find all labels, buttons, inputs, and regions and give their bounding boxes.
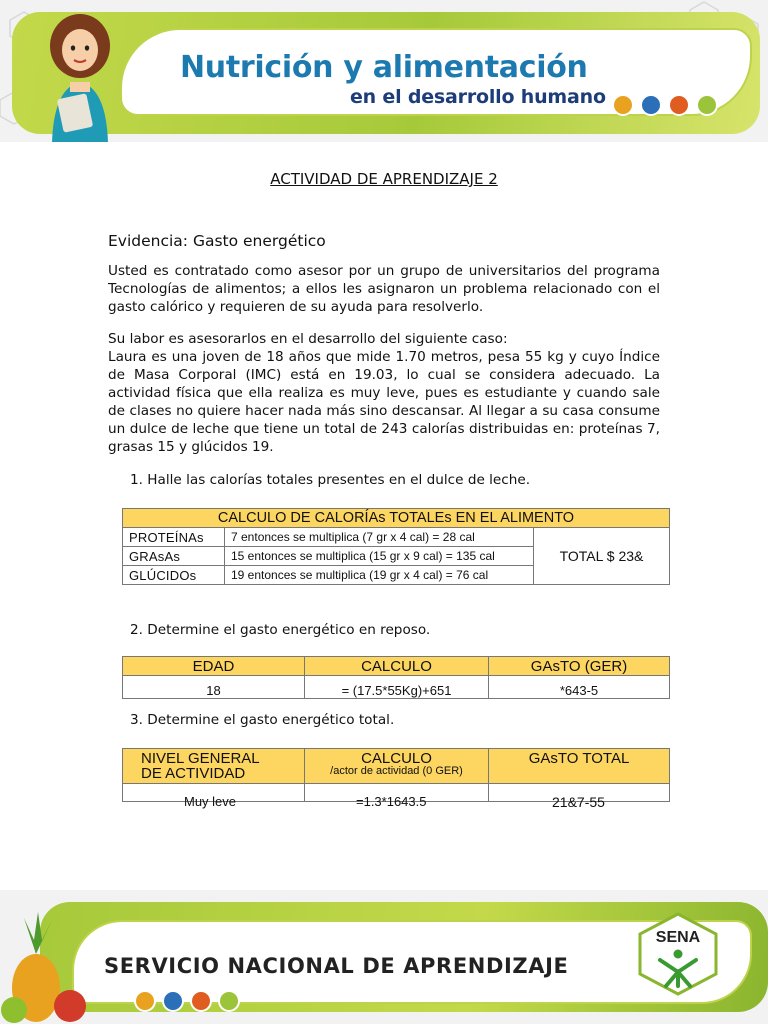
total-expenditure-value: 21&7-55 xyxy=(552,794,605,810)
footer-icon-row xyxy=(134,990,240,1012)
calories-table-header: CALCULO DE CALORÍAs TOTALEs EN EL ALIMENTO xyxy=(123,509,670,528)
total-calc-value: =1.3*1643.5 xyxy=(356,794,427,809)
ger-header: GAsTO (GER) xyxy=(489,657,670,676)
case-paragraph: Laura es una joven de 18 años que mide 1.70 metros, pesa 55 kg y cuyo Índice de Masa Corporal (IMC) está en 19.03, lo cual se considera adecuado. La actividad física que ella realiza es muy leve, pues es estudiante y cuando sale de clases no quiere hacer nada más sino descansar. Al llegar a su casa consume un dulce de leche que tiene un total de 243 calorías distribuidas en: proteínas 7, grasas 15 y glúcidos 19. xyxy=(108,349,660,455)
ger-value: *643-5 xyxy=(489,676,670,699)
age-value: 18 xyxy=(123,676,305,699)
meditation-icon xyxy=(696,94,718,116)
activity-level-value: Muy leve xyxy=(184,794,237,809)
runner-icon xyxy=(162,990,184,1012)
task-paragraph: Su labor es asesorarlos en el desarrollo del siguiente caso: xyxy=(108,331,508,347)
protein-calc: 7 entonces se multiplica (7 gr x 4 cal) = 28 cal xyxy=(225,528,534,547)
total-calc-header-label: CALCULO xyxy=(361,750,432,767)
fruit-illustration xyxy=(0,910,110,1024)
total-expenditure-header: GAsTO TOTAL xyxy=(489,749,670,784)
intro-paragraph: Usted es contratado como asesor por un grupo de universitarios del programa Tecnologías de alimentos; a ellos les asignaron un problema relacionado con el gasto calórico y requieren de su ayuda para resolverlo. xyxy=(108,263,660,315)
sena-logo xyxy=(636,912,720,996)
header-banner xyxy=(0,0,768,142)
fruit-icon xyxy=(190,990,212,1012)
header-subtitle: en el desarrollo humano xyxy=(350,86,606,108)
apple-icon xyxy=(612,94,634,116)
carbs-calc: 19 entonces se multiplica (19 gr x 4 cal) = 76 cal xyxy=(225,566,534,585)
calories-table xyxy=(122,508,670,585)
apple-icon xyxy=(134,990,156,1012)
evidence-heading: Evidencia: Gasto energético xyxy=(108,232,326,250)
document-body xyxy=(0,142,768,890)
sena-logo-text: SENA xyxy=(655,929,701,946)
resting-energy-table xyxy=(122,656,670,699)
calories-total: TOTAL $ 23& xyxy=(534,528,670,585)
ger-calc-value: = (17.5*55Kg)+651 xyxy=(305,676,489,699)
total-calc-header xyxy=(305,749,489,784)
question-1: 1. Halle las calorías totales presentes en el dulce de leche. xyxy=(130,472,531,488)
header-icon-row xyxy=(612,94,718,116)
activity-factor-note: /actor de actividad (0 GER) xyxy=(330,765,463,777)
header-title: Nutrición y alimentación xyxy=(180,50,588,85)
protein-label: PROTEÍNAs xyxy=(123,528,225,547)
institution-name: SERVICIO NACIONAL DE APRENDIZAJE xyxy=(104,954,569,978)
meditation-icon xyxy=(218,990,240,1012)
age-header: EDAD xyxy=(123,657,305,676)
carbs-label: GLÚCIDOs xyxy=(123,566,225,585)
nutritionist-illustration xyxy=(30,8,130,142)
footer-banner xyxy=(0,890,768,1024)
runner-icon xyxy=(640,94,662,116)
calc-header: CALCULO xyxy=(305,657,489,676)
question-3: 3. Determine el gasto energético total. xyxy=(130,712,395,728)
activity-title: ACTIVIDAD DE APRENDIZAJE 2 xyxy=(270,170,498,188)
fruit-icon xyxy=(668,94,690,116)
fat-calc: 15 entonces se multiplica (15 gr x 9 cal) = 135 cal xyxy=(225,547,534,566)
question-2: 2. Determine el gasto energético en reposo. xyxy=(130,622,431,638)
fat-label: GRAsAs xyxy=(123,547,225,566)
activity-level-header: NIVEL GENERAL DE ACTIVIDAD xyxy=(123,749,305,784)
